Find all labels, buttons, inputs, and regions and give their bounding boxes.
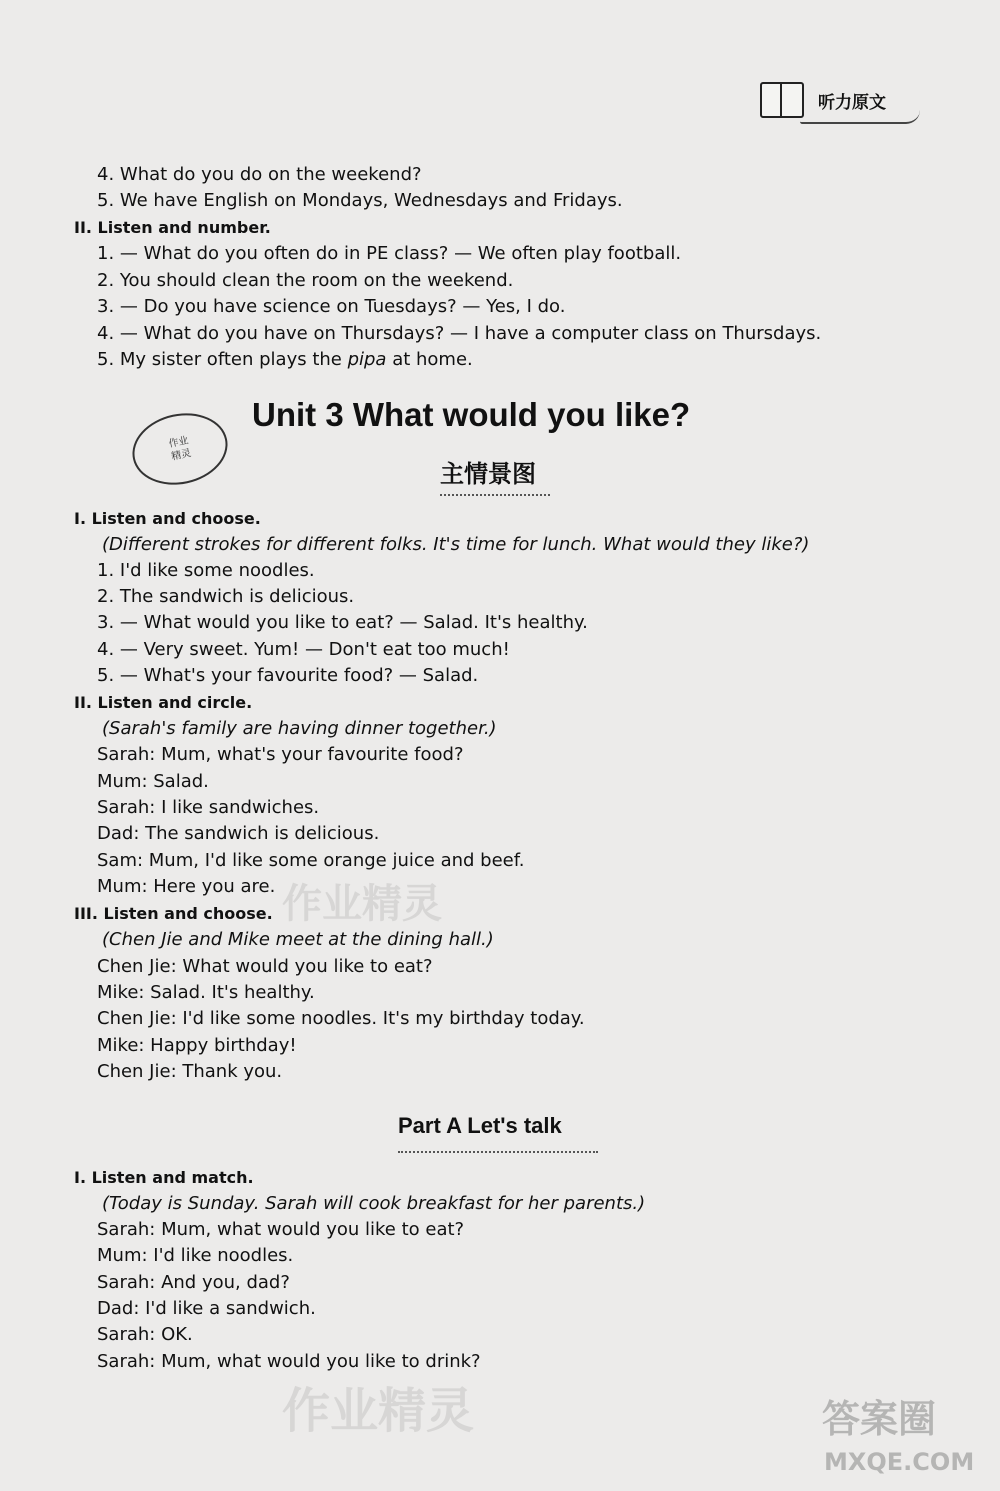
dialogue-line: Sarah: Mum, what would you like to drink? — [97, 1351, 481, 1372]
dialogue-line: Mum: Here you are. — [97, 876, 276, 897]
list-item: 4. What do you do on the weekend? — [97, 164, 422, 185]
dialogue-line: Dad: The sandwich is delicious. — [97, 823, 380, 844]
header-tab-label: 听力原文 — [818, 92, 886, 113]
list-item: 5. — What's your favourite food? — Salad. — [97, 665, 479, 686]
title-underline — [440, 486, 550, 496]
section-note: (Different strokes for different folks. It's time for lunch. What would they like?) — [102, 534, 810, 555]
section-title: II. Listen and number. — [74, 218, 271, 237]
list-item: 2. The sandwich is delicious. — [97, 586, 355, 607]
dialogue-line: Chen Jie: What would you like to eat? — [97, 956, 433, 977]
dialogue-line: Chen Jie: Thank you. — [97, 1061, 283, 1082]
watermark-text: 作业精灵 — [282, 881, 442, 927]
part-title: Part A Let's talk — [398, 1113, 562, 1138]
title-underline — [398, 1143, 598, 1153]
dialogue-line: Mike: Happy birthday! — [97, 1035, 297, 1056]
section-title: III. Listen and choose. — [74, 904, 273, 923]
dialogue-line: Mum: Salad. — [97, 771, 209, 792]
dialogue-line: Chen Jie: I'd like some noodles. It's my birthday today. — [97, 1008, 585, 1029]
list-item — [97, 347, 473, 373]
dialogue-line: Dad: I'd like a sandwich. — [97, 1298, 316, 1319]
section-note: (Today is Sunday. Sarah will cook breakfast for her parents.) — [102, 1193, 646, 1214]
list-item: 3. — What would you like to eat? — Salad. It's healthy. — [97, 612, 588, 633]
dialogue-line: Sam: Mum, I'd like some orange juice and beef. — [97, 850, 525, 871]
list-item: 1. — What do you often do in PE class? — We often play football. — [97, 243, 682, 264]
item-text: at home. — [386, 349, 473, 370]
unit-title: Unit 3 What would you like? — [252, 396, 691, 433]
section-title: I. Listen and choose. — [74, 509, 261, 528]
header-curve — [800, 110, 920, 124]
watermark-url: MXQE.COM — [824, 1448, 975, 1476]
item-italic: pipa — [347, 349, 387, 370]
dialogue-line: Sarah: I like sandwiches. — [97, 797, 320, 818]
book-icon — [760, 82, 804, 118]
list-item: 4. — Very sweet. Yum! — Don't eat too much! — [97, 639, 510, 660]
list-item: 4. — What do you have on Thursdays? — I have a computer class on Thursdays. — [97, 323, 822, 344]
watermark-text: 作业精灵 — [282, 1383, 475, 1439]
section-title: II. Listen and circle. — [74, 693, 253, 712]
list-item: 2. You should clean the room on the weekend. — [97, 270, 514, 291]
stamp-logo — [126, 405, 234, 493]
header-tab — [760, 80, 910, 120]
section-title: I. Listen and match. — [74, 1168, 254, 1187]
item-text: 5. My sister often plays the — [97, 349, 348, 370]
scene-title: 主情景图 — [440, 460, 536, 488]
section-note: (Chen Jie and Mike meet at the dining hall.) — [102, 929, 494, 950]
section-note: (Sarah's family are having dinner together.) — [102, 718, 497, 739]
dialogue-line: Mike: Salad. It's healthy. — [97, 982, 315, 1003]
dialogue-line: Sarah: Mum, what's your favourite food? — [97, 744, 464, 765]
dialogue-line: Sarah: And you, dad? — [97, 1272, 290, 1293]
watermark-logo: 答案圈 — [822, 1397, 937, 1441]
stamp-text: 精灵 — [170, 447, 193, 463]
stamp-text: 作业 — [167, 435, 190, 451]
dialogue-line: Sarah: Mum, what would you like to eat? — [97, 1219, 465, 1240]
dialogue-line: Sarah: OK. — [97, 1324, 193, 1345]
list-item: 1. I'd like some noodles. — [97, 560, 315, 581]
list-item: 3. — Do you have science on Tuesdays? — Yes, I do. — [97, 296, 566, 317]
list-item: 5. We have English on Mondays, Wednesdays and Fridays. — [97, 190, 623, 211]
dialogue-line: Mum: I'd like noodles. — [97, 1245, 294, 1266]
